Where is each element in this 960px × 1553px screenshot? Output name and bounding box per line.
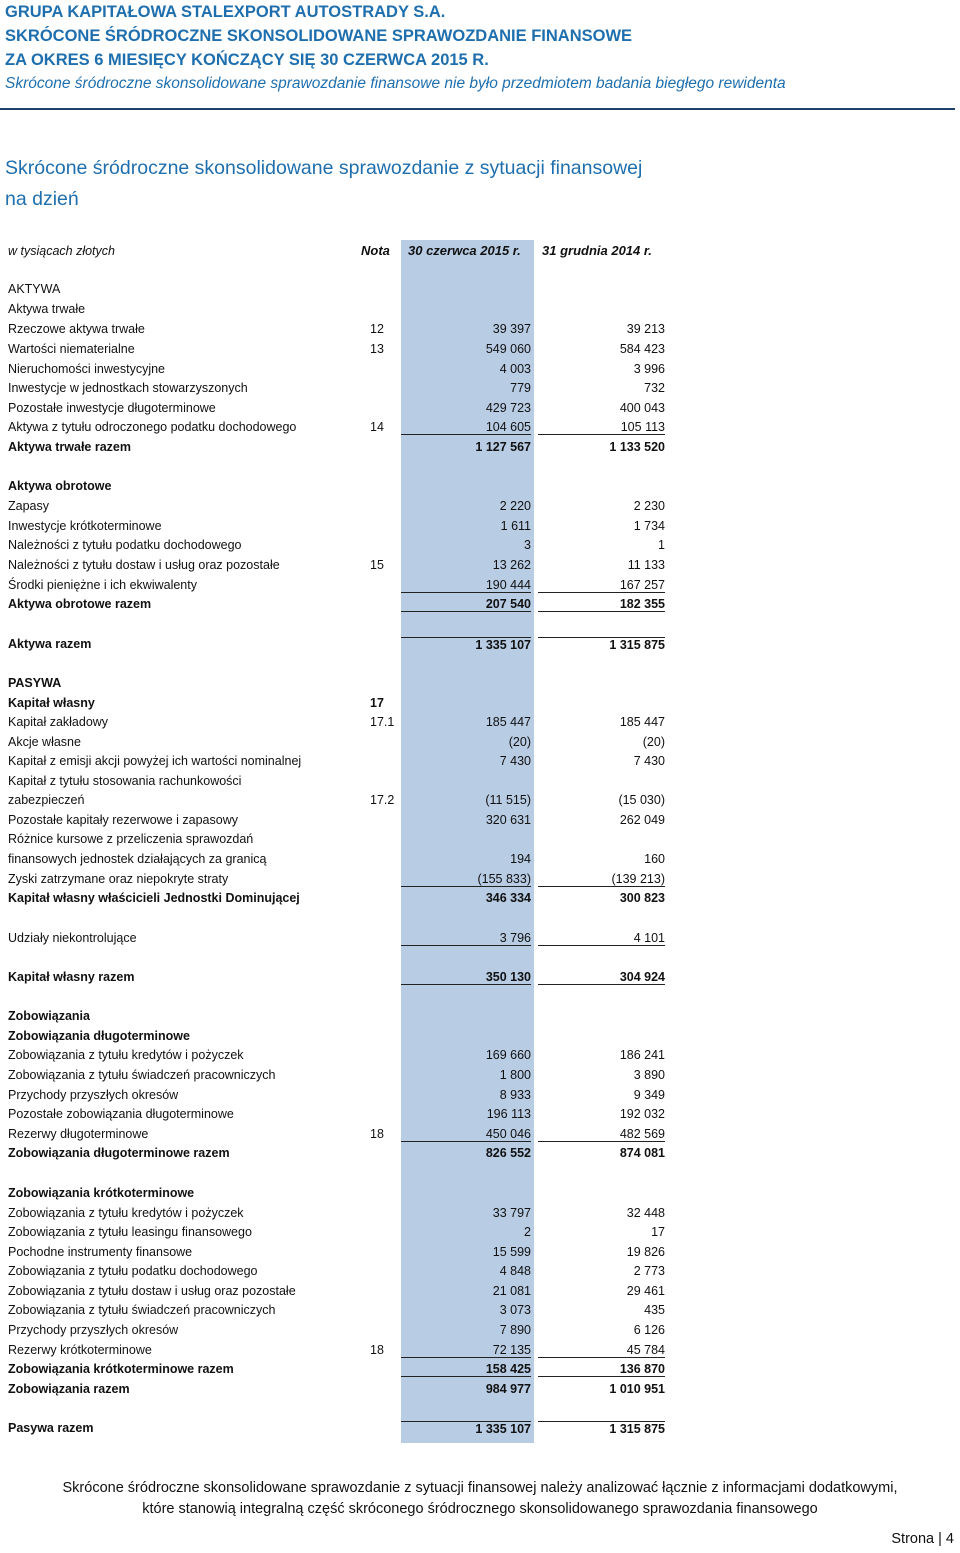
row-value-2014: 1 (658, 538, 665, 552)
row-label: Zyski zatrzymane oraz niepokryte straty (8, 872, 229, 886)
row-note: 17.2 (370, 793, 395, 807)
row-value-2014: 732 (644, 381, 665, 395)
row-label: Zobowiązania (8, 1009, 90, 1023)
row-label: Pozostałe kapitały rezerwowe i zapasowy (8, 813, 238, 827)
row-value-2015: 549 060 (485, 342, 531, 356)
row-label: Inwestycje krótkoterminowe (8, 519, 162, 533)
row-label: Aktywa z tytułu odroczonego podatku dochodowego (8, 420, 297, 434)
row-label: Różnice kursowe z przeliczenia sprawozdań (8, 832, 254, 846)
row-value-2014: 584 423 (619, 342, 665, 356)
row-value-2014: (20) (642, 735, 665, 749)
row-label: Zobowiązania krótkoterminowe (8, 1186, 195, 1200)
report-period: ZA OKRES 6 MIESIĘCY KOŃCZĄCY SIĘ 30 CZERWCA 2015 R. (5, 51, 489, 69)
row-label: Aktywa trwałe razem (8, 440, 131, 454)
row-value-2014: 9 349 (633, 1088, 665, 1102)
row-note: 17 (370, 696, 384, 710)
page-number: Strona | 4 (891, 1531, 954, 1547)
row-value-2015: 7 890 (499, 1323, 531, 1337)
row-label: Zobowiązania długoterminowe (8, 1029, 190, 1043)
row-label: Akcje własne (8, 735, 81, 749)
row-value-2015: 429 723 (485, 401, 531, 415)
row-value-2015: 15 599 (492, 1245, 531, 1259)
row-label: Kapitał z emisji akcji powyżej ich wartości nominalnej (8, 754, 302, 768)
row-label: Kapitał własny (8, 696, 95, 710)
row-label: Zobowiązania z tytułu świadczeń pracowniczych (8, 1068, 276, 1082)
row-value-2014: 3 890 (633, 1068, 665, 1082)
row-value-2014: 6 126 (633, 1323, 665, 1337)
row-label: Nieruchomości inwestycyjne (8, 362, 166, 376)
row-note: 18 (370, 1343, 384, 1357)
row-label: Rezerwy długoterminowe (8, 1127, 149, 1141)
row-value-2015: 1 335 107 (401, 1421, 531, 1436)
row-value-2014: 186 241 (619, 1048, 665, 1062)
row-note: 12 (370, 322, 384, 336)
row-value-2014: 400 043 (619, 401, 665, 415)
row-value-2015: 1 335 107 (401, 637, 531, 652)
row-value-2014: 3 996 (633, 362, 665, 376)
row-label: Zobowiązania z tytułu kredytów i pożyczek (8, 1048, 244, 1062)
statement-title (5, 153, 642, 215)
unit-label: w tysiącach złotych (8, 244, 115, 258)
statement-title-line1: Skrócone śródroczne skonsolidowane sprawozdanie z sytuacji finansowej (5, 157, 643, 179)
row-value-2014: 2 773 (633, 1264, 665, 1278)
report-title: SKRÓCONE ŚRÓDROCZNE SKONSOLIDOWANE SPRAWOZDANIE FINANSOWE (5, 27, 633, 45)
row-value-2015: 1 800 (499, 1068, 531, 1082)
row-label: Zobowiązania z tytułu leasingu finansowego (8, 1225, 252, 1239)
row-label: Pochodne instrumenty finansowe (8, 1245, 193, 1259)
row-value-2014: 304 924 (538, 970, 665, 985)
row-label: Rezerwy krótkoterminowe (8, 1343, 152, 1357)
row-value-2014: 4 101 (538, 931, 665, 946)
row-label: Kapitał zakładowy (8, 715, 109, 729)
document-header (5, 0, 955, 96)
row-value-2015: 3 073 (499, 1303, 531, 1317)
row-value-2015: 33 797 (492, 1206, 531, 1220)
statement-title-line2: na dzień (5, 188, 79, 210)
row-value-2015: 207 540 (401, 597, 531, 612)
row-label: Zobowiązania z tytułu podatku dochodowego (8, 1264, 258, 1278)
row-label: Zobowiązania razem (8, 1382, 130, 1396)
row-value-2015: 3 796 (401, 931, 531, 946)
row-value-2014: 435 (644, 1303, 665, 1317)
row-value-2014: 11 133 (627, 558, 665, 572)
row-label: Wartości niematerialne (8, 342, 135, 356)
row-value-2015: 2 220 (499, 499, 531, 513)
row-value-2014: 1 315 875 (538, 1421, 665, 1436)
row-value-2015: 185 447 (485, 715, 531, 729)
row-label: Należności z tytułu dostaw i usług oraz pozostałe (8, 558, 280, 572)
company-name: GRUPA KAPITAŁOWA STALEXPORT AUTOSTRADY S.A. (5, 3, 446, 21)
row-value-2015: 826 552 (485, 1146, 531, 1160)
note-column-header: Nota (361, 243, 390, 258)
header-divider (0, 108, 955, 110)
row-value-2015: 72 135 (401, 1343, 531, 1358)
row-label: Przychody przyszłych okresów (8, 1323, 179, 1337)
row-label: Aktywa obrotowe (8, 479, 112, 493)
row-value-2014: 482 569 (538, 1127, 665, 1142)
row-value-2014: 39 213 (626, 322, 665, 336)
row-value-2015: 320 631 (485, 813, 531, 827)
footer-line2: które stanowią integralną część skróconego śródrocznego skonsolidowanego sprawozdania finansowego (142, 1501, 818, 1517)
row-value-2015: 3 (524, 538, 531, 552)
row-value-2015: 169 660 (485, 1048, 531, 1062)
row-value-2015: 1 127 567 (475, 440, 531, 454)
row-value-2015: 2 (524, 1225, 531, 1239)
row-value-2014: 262 049 (619, 813, 665, 827)
row-value-2015: 196 113 (486, 1107, 531, 1121)
row-label: Zapasy (8, 499, 49, 513)
row-value-2015: 194 (510, 852, 531, 866)
row-value-2014: 1 734 (633, 519, 665, 533)
row-note: 13 (370, 342, 384, 356)
row-value-2014: 167 257 (538, 578, 665, 593)
row-value-2014: 192 032 (619, 1107, 665, 1121)
row-label: AKTYWA (8, 282, 61, 296)
row-label: Zobowiązania długoterminowe razem (8, 1146, 230, 1160)
row-value-2015: 1 611 (500, 519, 531, 533)
row-note: 14 (370, 420, 384, 434)
row-value-2014: 300 823 (619, 891, 665, 905)
row-value-2014: 17 (651, 1225, 665, 1239)
row-value-2014: 105 113 (538, 420, 665, 435)
row-value-2014: (139 213) (538, 872, 665, 887)
row-note: 15 (370, 558, 384, 572)
row-label: PASYWA (8, 676, 62, 690)
row-value-2015: 13 262 (492, 558, 531, 572)
row-value-2014: 45 784 (538, 1343, 665, 1358)
row-label: Zobowiązania krótkoterminowe razem (8, 1362, 234, 1376)
row-value-2015: 21 081 (492, 1284, 531, 1298)
row-label: Przychody przyszłych okresów (8, 1088, 179, 1102)
row-label: Zobowiązania z tytułu dostaw i usług oraz pozostałe (8, 1284, 296, 1298)
row-label: finansowych jednostek działających za granicą (8, 852, 267, 866)
row-value-2014: 1 315 875 (538, 637, 665, 652)
row-value-2015: 4 003 (499, 362, 531, 376)
row-label: Środki pieniężne i ich ekwiwalenty (8, 578, 197, 592)
row-value-2014: 19 826 (626, 1245, 665, 1259)
row-value-2014: 1 010 951 (609, 1382, 665, 1396)
row-value-2015: 4 848 (499, 1264, 531, 1278)
row-value-2015: 350 130 (401, 970, 531, 985)
row-value-2014: 874 081 (619, 1146, 665, 1160)
row-label: Pasywa razem (8, 1421, 94, 1435)
row-label: Aktywa obrotowe razem (8, 597, 152, 611)
row-value-2015: 984 977 (485, 1382, 531, 1396)
row-value-2015: (155 833) (401, 872, 531, 887)
row-value-2014: 136 870 (538, 1362, 665, 1377)
row-value-2014: (15 030) (618, 793, 665, 807)
audit-note: Skrócone śródroczne skonsolidowane sprawozdanie finansowe nie było przedmiotem badania biegłego rewidenta (5, 75, 786, 92)
row-value-2014: 29 461 (626, 1284, 665, 1298)
row-label: Inwestycje w jednostkach stowarzyszonych (8, 381, 248, 395)
row-value-2015: (20) (508, 735, 531, 749)
row-label: Należności z tytułu podatku dochodowego (8, 538, 242, 552)
row-value-2015: 8 933 (499, 1088, 531, 1102)
row-value-2015: 779 (510, 381, 531, 395)
row-label: Kapitał z tytułu stosowania rachunkowości (8, 774, 242, 788)
footer-line1: Skrócone śródroczne skonsolidowane sprawozdanie z sytuacji finansowej należy analizować łącznie z informacjami dodatkowymi, (62, 1480, 898, 1496)
row-value-2014: 160 (644, 852, 665, 866)
row-value-2015: 7 430 (499, 754, 531, 768)
row-value-2015: 190 444 (401, 578, 531, 593)
row-value-2015: (11 515) (485, 793, 531, 807)
row-value-2014: 32 448 (626, 1206, 665, 1220)
row-note: 17.1 (370, 715, 395, 729)
col2-header: 31 grudnia 2014 r. (542, 243, 652, 258)
row-label: zabezpieczeń (8, 793, 85, 807)
row-value-2015: 39 397 (492, 322, 531, 336)
row-label: Udziały niekontrolujące (8, 931, 137, 945)
row-label: Pozostałe inwestycje długoterminowe (8, 401, 216, 415)
row-label: Pozostałe zobowiązania długoterminowe (8, 1107, 234, 1121)
row-value-2014: 1 133 520 (609, 440, 665, 454)
row-value-2014: 7 430 (633, 754, 665, 768)
row-value-2015: 450 046 (401, 1127, 531, 1142)
col1-header: 30 czerwca 2015 r. (408, 243, 521, 258)
row-value-2014: 185 447 (619, 715, 665, 729)
row-label: Zobowiązania z tytułu kredytów i pożyczek (8, 1206, 244, 1220)
row-label: Aktywa trwałe (8, 302, 86, 316)
row-value-2014: 2 230 (633, 499, 665, 513)
row-value-2015: 104 605 (401, 420, 531, 435)
row-value-2015: 346 334 (485, 891, 531, 905)
row-label: Kapitał własny razem (8, 970, 135, 984)
footer-note (0, 1478, 960, 1520)
row-label: Rzeczowe aktywa trwałe (8, 322, 145, 336)
row-note: 18 (370, 1127, 384, 1141)
row-label: Kapitał własny właścicieli Jednostki Dominującej (8, 891, 300, 905)
row-label: Zobowiązania z tytułu świadczeń pracowniczych (8, 1303, 276, 1317)
row-value-2014: 182 355 (538, 597, 665, 612)
row-label: Aktywa razem (8, 637, 92, 651)
row-value-2015: 158 425 (401, 1362, 531, 1377)
